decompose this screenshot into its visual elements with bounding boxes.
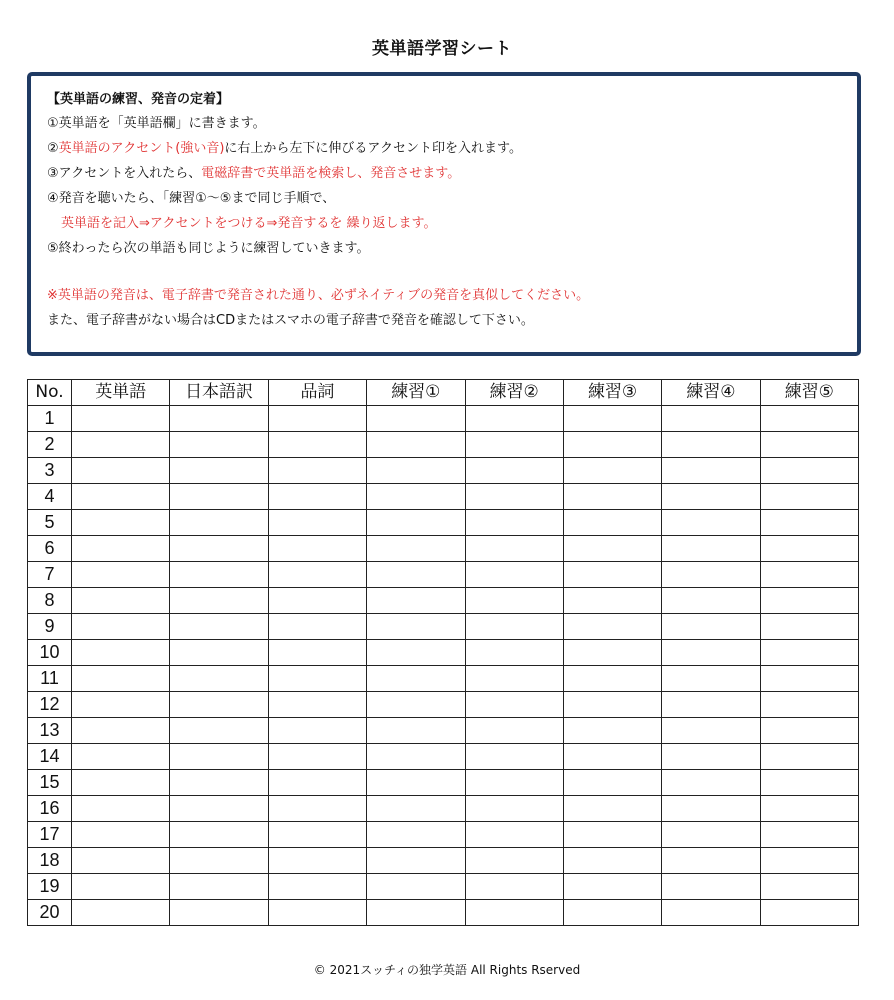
table-row (28, 432, 859, 458)
table-row (28, 796, 859, 822)
entry-cell[interactable] (268, 588, 366, 614)
entry-cell[interactable] (367, 406, 465, 432)
entry-cell[interactable] (563, 588, 661, 614)
row-number: 20 (28, 900, 72, 926)
row-number: 6 (28, 536, 72, 562)
entry-cell[interactable] (563, 536, 661, 562)
entry-cell[interactable] (563, 848, 661, 874)
entry-cell[interactable] (170, 562, 268, 588)
entry-cell[interactable] (367, 770, 465, 796)
table-row (28, 822, 859, 848)
row-number: 19 (28, 874, 72, 900)
entry-cell[interactable] (563, 562, 661, 588)
entry-cell[interactable] (268, 848, 366, 874)
table-header-row (28, 380, 859, 406)
instruction-step-4-continued: 英単語を記入⇒アクセントをつける⇒発音するを 繰り返します。 (61, 216, 437, 231)
instruction-step-2 (47, 137, 522, 156)
entry-cell[interactable] (662, 432, 760, 458)
entry-cell[interactable] (563, 484, 661, 510)
entry-cell[interactable] (760, 874, 858, 900)
table-row (28, 588, 859, 614)
entry-cell[interactable] (465, 874, 563, 900)
table-row (28, 536, 859, 562)
row-number: 10 (28, 640, 72, 666)
column-header: 練習① (367, 380, 465, 406)
entry-cell[interactable] (268, 770, 366, 796)
row-number: 7 (28, 562, 72, 588)
table-row (28, 874, 859, 900)
entry-cell[interactable] (662, 562, 760, 588)
row-number: 1 (28, 406, 72, 432)
instruction-heading: 【英単語の練習、発音の定着】 (47, 92, 230, 107)
entry-cell[interactable] (662, 510, 760, 536)
entry-cell[interactable] (170, 666, 268, 692)
entry-cell[interactable] (170, 484, 268, 510)
entry-cell[interactable] (367, 900, 465, 926)
row-number: 16 (28, 796, 72, 822)
entry-cell[interactable] (465, 588, 563, 614)
entry-cell[interactable] (268, 692, 366, 718)
entry-cell[interactable] (170, 614, 268, 640)
entry-cell[interactable] (760, 484, 858, 510)
table-row (28, 484, 859, 510)
entry-cell[interactable] (760, 614, 858, 640)
entry-cell[interactable] (170, 432, 268, 458)
entry-cell[interactable] (268, 432, 366, 458)
table-row (28, 770, 859, 796)
entry-cell[interactable] (662, 718, 760, 744)
entry-cell[interactable] (268, 640, 366, 666)
entry-cell[interactable] (170, 770, 268, 796)
table-row (28, 562, 859, 588)
entry-cell[interactable] (170, 718, 268, 744)
entry-cell[interactable] (465, 770, 563, 796)
entry-cell[interactable] (465, 718, 563, 744)
row-number: 11 (28, 666, 72, 692)
entry-cell[interactable] (367, 562, 465, 588)
entry-cell[interactable] (72, 718, 170, 744)
row-number: 13 (28, 718, 72, 744)
row-number: 18 (28, 848, 72, 874)
table-row (28, 692, 859, 718)
table-row (28, 744, 859, 770)
column-header: 練習③ (563, 380, 661, 406)
entry-cell[interactable] (662, 796, 760, 822)
row-number: 5 (28, 510, 72, 536)
entry-cell[interactable] (72, 562, 170, 588)
column-header: 英単語 (72, 380, 170, 406)
entry-cell[interactable] (760, 510, 858, 536)
instruction-step-5: ⑤終わったら次の単語も同じように練習していきます。 (47, 241, 370, 256)
row-number: 2 (28, 432, 72, 458)
entry-cell[interactable] (563, 770, 661, 796)
entry-cell[interactable] (72, 744, 170, 770)
column-header: 練習⑤ (760, 380, 858, 406)
table-row (28, 666, 859, 692)
column-header: 練習④ (662, 380, 760, 406)
step-2-highlight: 英単語のアクセント(強い音) (58, 141, 225, 156)
column-header: 日本語訳 (170, 380, 268, 406)
column-header: No. (28, 380, 72, 406)
entry-cell[interactable] (563, 406, 661, 432)
instruction-step-1: ①英単語を「英単語欄」に書きます。 (47, 116, 266, 131)
entry-cell[interactable] (72, 874, 170, 900)
column-header: 練習② (465, 380, 563, 406)
entry-cell[interactable] (760, 718, 858, 744)
entry-cell[interactable] (170, 406, 268, 432)
table-row (28, 900, 859, 926)
entry-cell[interactable] (465, 900, 563, 926)
entry-cell[interactable] (367, 458, 465, 484)
entry-cell[interactable] (72, 822, 170, 848)
entry-cell[interactable] (563, 458, 661, 484)
entry-cell[interactable] (465, 744, 563, 770)
entry-cell[interactable] (367, 640, 465, 666)
entry-cell[interactable] (268, 406, 366, 432)
entry-cell[interactable] (465, 458, 563, 484)
entry-cell[interactable] (662, 484, 760, 510)
entry-cell[interactable] (72, 458, 170, 484)
entry-cell[interactable] (662, 666, 760, 692)
entry-cell[interactable] (465, 640, 563, 666)
entry-cell[interactable] (367, 796, 465, 822)
entry-cell[interactable] (170, 744, 268, 770)
page-title: 英単語学習シート (372, 39, 512, 59)
entry-cell[interactable] (170, 458, 268, 484)
table-row (28, 848, 859, 874)
entry-cell[interactable] (170, 874, 268, 900)
entry-cell[interactable] (72, 796, 170, 822)
entry-cell[interactable] (563, 718, 661, 744)
entry-cell[interactable] (760, 900, 858, 926)
table-row (28, 510, 859, 536)
entry-cell[interactable] (268, 718, 366, 744)
table-row (28, 614, 859, 640)
entry-cell[interactable] (72, 536, 170, 562)
row-number: 4 (28, 484, 72, 510)
entry-cell[interactable] (563, 666, 661, 692)
entry-cell[interactable] (465, 536, 563, 562)
entry-cell[interactable] (760, 744, 858, 770)
instruction-box (27, 72, 861, 356)
entry-cell[interactable] (662, 588, 760, 614)
entry-cell[interactable] (662, 692, 760, 718)
entry-cell[interactable] (367, 588, 465, 614)
pronunciation-note: ※英単語の発音は、電子辞書で発音された通り、必ずネイティブの発音を真似してください。 (47, 288, 590, 303)
entry-cell[interactable] (662, 744, 760, 770)
entry-cell[interactable] (367, 744, 465, 770)
entry-cell[interactable] (367, 432, 465, 458)
entry-cell[interactable] (662, 640, 760, 666)
entry-cell[interactable] (662, 822, 760, 848)
row-number: 17 (28, 822, 72, 848)
entry-cell[interactable] (563, 796, 661, 822)
dictionary-note: また、電子辞書がない場合はCDまたはスマホの電子辞書で発音を確認して下さい。 (47, 313, 534, 328)
study-table (27, 379, 859, 926)
copyright-footer: © 2021スッチィの独学英語 All Rights Rserved (313, 963, 581, 977)
row-number: 8 (28, 588, 72, 614)
entry-cell[interactable] (367, 822, 465, 848)
entry-cell[interactable] (268, 744, 366, 770)
entry-cell[interactable] (662, 900, 760, 926)
entry-cell[interactable] (563, 874, 661, 900)
entry-cell[interactable] (367, 484, 465, 510)
entry-cell[interactable] (465, 666, 563, 692)
entry-cell[interactable] (72, 692, 170, 718)
entry-cell[interactable] (268, 562, 366, 588)
entry-cell[interactable] (465, 796, 563, 822)
entry-cell[interactable] (72, 432, 170, 458)
entry-cell[interactable] (367, 848, 465, 874)
entry-cell[interactable] (760, 640, 858, 666)
row-number: 14 (28, 744, 72, 770)
entry-cell[interactable] (563, 822, 661, 848)
entry-cell[interactable] (268, 822, 366, 848)
row-number: 12 (28, 692, 72, 718)
row-number: 15 (28, 770, 72, 796)
entry-cell[interactable] (72, 666, 170, 692)
entry-cell[interactable] (72, 900, 170, 926)
entry-cell[interactable] (563, 614, 661, 640)
entry-cell[interactable] (268, 796, 366, 822)
table-row (28, 406, 859, 432)
entry-cell[interactable] (760, 536, 858, 562)
entry-cell[interactable] (662, 614, 760, 640)
entry-cell[interactable] (72, 588, 170, 614)
entry-cell[interactable] (72, 614, 170, 640)
table-body (28, 406, 859, 926)
entry-cell[interactable] (465, 510, 563, 536)
entry-cell[interactable] (465, 614, 563, 640)
entry-cell[interactable] (760, 406, 858, 432)
entry-cell[interactable] (268, 484, 366, 510)
entry-cell[interactable] (72, 640, 170, 666)
entry-cell[interactable] (662, 874, 760, 900)
entry-cell[interactable] (72, 484, 170, 510)
entry-cell[interactable] (170, 900, 268, 926)
entry-cell[interactable] (662, 770, 760, 796)
entry-cell[interactable] (268, 666, 366, 692)
entry-cell[interactable] (170, 588, 268, 614)
entry-cell[interactable] (170, 692, 268, 718)
entry-cell[interactable] (760, 848, 858, 874)
entry-cell[interactable] (170, 822, 268, 848)
entry-cell[interactable] (268, 510, 366, 536)
entry-cell[interactable] (465, 562, 563, 588)
entry-cell[interactable] (170, 640, 268, 666)
entry-cell[interactable] (367, 536, 465, 562)
entry-cell[interactable] (662, 848, 760, 874)
table-row (28, 458, 859, 484)
entry-cell[interactable] (760, 458, 858, 484)
entry-cell[interactable] (367, 510, 465, 536)
step-3-prefix: ③アクセントを入れたら、 (47, 166, 202, 181)
entry-cell[interactable] (465, 484, 563, 510)
entry-cell[interactable] (72, 770, 170, 796)
entry-cell[interactable] (268, 458, 366, 484)
entry-cell[interactable] (367, 614, 465, 640)
entry-cell[interactable] (760, 562, 858, 588)
entry-cell[interactable] (563, 432, 661, 458)
entry-cell[interactable] (563, 900, 661, 926)
entry-cell[interactable] (268, 874, 366, 900)
entry-cell[interactable] (72, 848, 170, 874)
entry-cell[interactable] (662, 536, 760, 562)
entry-cell[interactable] (760, 692, 858, 718)
entry-cell[interactable] (760, 666, 858, 692)
table-row (28, 718, 859, 744)
entry-cell[interactable] (760, 822, 858, 848)
entry-cell[interactable] (563, 692, 661, 718)
entry-cell[interactable] (72, 406, 170, 432)
entry-cell[interactable] (268, 614, 366, 640)
entry-cell[interactable] (170, 796, 268, 822)
entry-cell[interactable] (465, 848, 563, 874)
entry-cell[interactable] (465, 692, 563, 718)
entry-cell[interactable] (760, 770, 858, 796)
entry-cell[interactable] (662, 458, 760, 484)
entry-cell[interactable] (367, 666, 465, 692)
entry-cell[interactable] (563, 510, 661, 536)
row-number: 3 (28, 458, 72, 484)
entry-cell[interactable] (367, 692, 465, 718)
entry-cell[interactable] (465, 406, 563, 432)
entry-cell[interactable] (563, 640, 661, 666)
column-header: 品詞 (268, 380, 366, 406)
entry-cell[interactable] (367, 718, 465, 744)
entry-cell[interactable] (170, 848, 268, 874)
entry-cell[interactable] (268, 900, 366, 926)
entry-cell[interactable] (170, 536, 268, 562)
entry-cell[interactable] (465, 432, 563, 458)
step-3-highlight: 電磁辞書で英単語を検索し、発音させます。 (201, 166, 461, 181)
entry-cell[interactable] (563, 744, 661, 770)
row-number: 9 (28, 614, 72, 640)
entry-cell[interactable] (760, 588, 858, 614)
entry-cell[interactable] (170, 510, 268, 536)
table-row (28, 640, 859, 666)
entry-cell[interactable] (465, 822, 563, 848)
entry-cell[interactable] (72, 510, 170, 536)
entry-cell[interactable] (268, 536, 366, 562)
entry-cell[interactable] (760, 432, 858, 458)
entry-cell[interactable] (367, 874, 465, 900)
instruction-step-4: ④発音を聴いたら、「練習①～⑤まで同じ手順で、 (47, 191, 336, 206)
entry-cell[interactable] (760, 796, 858, 822)
entry-cell[interactable] (662, 406, 760, 432)
step-2-prefix: ② (47, 141, 59, 156)
instruction-step-3 (47, 162, 460, 181)
step-2-suffix: に右上から左下に伸びるアクセント印を入れます。 (224, 141, 522, 156)
